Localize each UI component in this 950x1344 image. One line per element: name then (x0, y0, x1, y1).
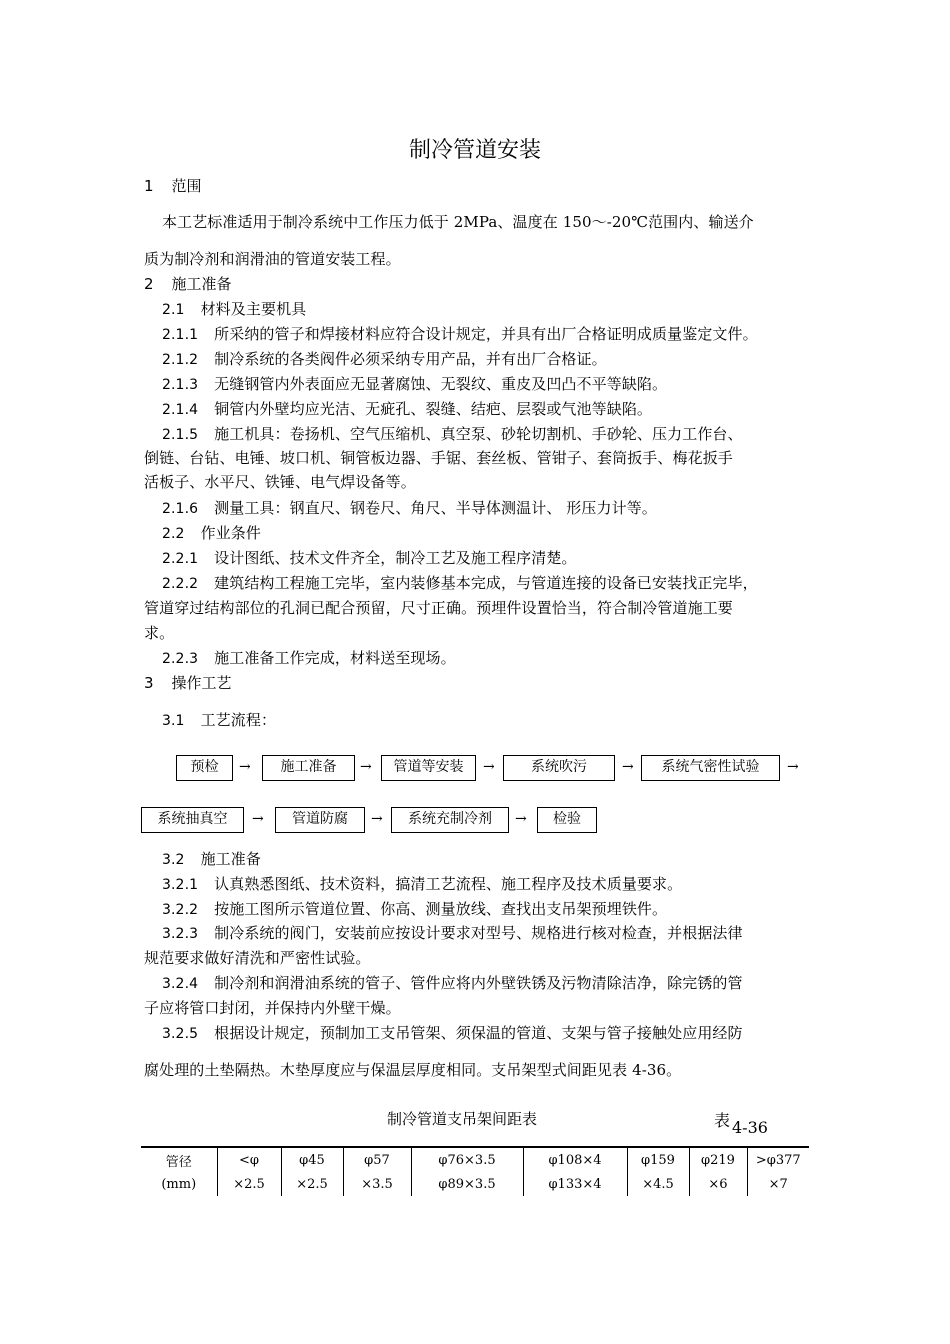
clause-text: 制冷系统的阀门，安装前应按设计要求对型号、规格进行核对检查，并根据法律 (214, 924, 743, 942)
clause-3-2 (162, 848, 261, 869)
paragraph-line: 本工艺标准适用于制冷系统中工作压力低于 2MPa、温度在 150～-20℃范围内、输送介 (162, 213, 754, 231)
section-2-heading (144, 273, 232, 294)
clause-number: 3.2.4 (162, 976, 199, 992)
clause-number: 2.2 (162, 526, 185, 542)
clause-text: 所采纳的管子和焊接材料应符合设计规定，并具有出厂合格证明成质量鉴定文件。 (214, 325, 758, 343)
paragraph-line: 规范要求做好清洗和严密性试验。 (144, 949, 371, 967)
table-row (141, 1147, 809, 1172)
clause-2-2-2 (162, 572, 758, 593)
table-cell: ×6 (689, 1172, 747, 1196)
flow-arrow: → (622, 759, 634, 775)
clause-text: 设计图纸、技术文件齐全，制冷工艺及施工程序清楚。 (214, 549, 577, 567)
flow-step-airtight-test: 系统气密性试验 (641, 755, 780, 781)
section-number: 1 (144, 177, 154, 195)
section-1-heading (144, 175, 202, 196)
table-label-number: 4-36 (732, 1118, 768, 1137)
clause-number: 2.1.4 (162, 402, 199, 418)
clause-2-2-1 (162, 547, 577, 568)
paragraph-line: 求。 (144, 624, 175, 642)
clause-text: 施工机具：卷扬机、空气压缩机、真空泵、砂轮切割机、手砂轮、压力工作台、 (214, 425, 743, 443)
table-cell: φ57 (343, 1147, 411, 1172)
clause-number: 3.1 (162, 713, 185, 729)
clause-text: 铜管内外壁均应光洁、无疵孔、裂缝、结疤、层裂或气池等缺陷。 (214, 400, 653, 418)
table-cell: φ89×3.5 (411, 1172, 523, 1196)
table-cell: ×2.5 (217, 1172, 281, 1196)
clause-3-2-3 (162, 922, 743, 943)
clause-text: 认真熟悉图纸、技术资料，搞清工艺流程、施工程序及技术质量要求。 (214, 875, 683, 893)
table-cell: ×2.5 (281, 1172, 343, 1196)
clause-text: 制冷系统的各类阀件必须采纳专用产品，并有出厂合格证。 (214, 350, 607, 368)
clause-number: 2.1 (162, 302, 185, 318)
flow-arrow: → (787, 759, 799, 775)
clause-number: 3.2.3 (162, 926, 199, 942)
table-cell: ×3.5 (343, 1172, 411, 1196)
table-cell: φ159 (627, 1147, 689, 1172)
flow-arrow: → (483, 759, 495, 775)
clause-text: 根据设计规定，预制加工支吊管架、须保温的管道、支架与管子接触处应用经防 (214, 1024, 743, 1042)
clause-3-2-5 (162, 1022, 743, 1043)
section-label: 施工准备 (171, 275, 232, 293)
clause-number: 2.2.1 (162, 551, 199, 567)
clause-number: 3.2 (162, 852, 185, 868)
section-number: 2 (144, 275, 154, 293)
flow-step-refrigerant-charge: 系统充制冷剂 (391, 807, 509, 833)
paragraph-line: 管道穿过结构部位的孔洞已配合预留，尺寸正确。预埋件设置恰当，符合制冷管道施工要 (144, 599, 733, 617)
clause-number: 2.2.3 (162, 651, 199, 667)
clause-text: 施工准备工作完成，材料送至现场。 (214, 649, 456, 667)
clause-text: 建筑结构工程施工完毕，室内装修基本完成，与管道连接的设备已安装找正完毕， (214, 574, 758, 592)
table-cell: <φ (217, 1147, 281, 1172)
clause-2-1-3 (162, 373, 667, 394)
section-label: 操作工艺 (171, 674, 232, 692)
clause-number: 2.1.2 (162, 352, 199, 368)
clause-number: 2.2.2 (162, 576, 199, 592)
table-cell: φ219 (689, 1147, 747, 1172)
flow-step-blowdown: 系统吹污 (503, 755, 615, 781)
flow-step-anticorrosion: 管道防腐 (275, 807, 365, 833)
table-cell: φ76×3.5 (411, 1147, 523, 1172)
clause-number: 3.2.1 (162, 877, 199, 893)
clause-2-1-1 (162, 323, 758, 344)
clause-number: 2.1.1 (162, 327, 199, 343)
flow-arrow: → (252, 811, 264, 827)
flow-step-preparation: 施工准备 (262, 755, 355, 781)
table-cell: >φ377 (747, 1147, 809, 1172)
clause-2-1-6 (162, 497, 657, 518)
section-3-heading (144, 672, 232, 693)
flow-step-precheck: 预检 (176, 755, 233, 781)
table-cell: 管径 (141, 1147, 217, 1172)
table-label-char: 表 (714, 1111, 731, 1130)
table-title: 制冷管道支吊架间距表 (387, 1110, 538, 1128)
clause-text: 施工准备 (200, 850, 261, 868)
clause-2-2-3 (162, 647, 456, 668)
table-cell: φ108×4 (523, 1147, 627, 1172)
clause-2-1 (162, 298, 306, 319)
section-label: 范围 (171, 177, 202, 195)
paragraph-line: 子应将管口封闭，并保持内外壁干燥。 (144, 999, 401, 1017)
table-cell: ×7 (747, 1172, 809, 1196)
flow-step-vacuum: 系统抽真空 (141, 807, 244, 833)
page-title: 制冷管道安装 (408, 138, 541, 163)
clause-3-1 (162, 709, 276, 730)
clause-2-1-2 (162, 348, 607, 369)
table-cell: (mm) (161, 1176, 197, 1192)
clause-number: 3.2.2 (162, 902, 199, 918)
section-number: 3 (144, 674, 154, 692)
table-row (141, 1172, 809, 1196)
clause-number: 2.1.6 (162, 501, 199, 517)
table-cell: φ45 (281, 1147, 343, 1172)
flow-arrow: → (239, 759, 251, 775)
clause-text: 按施工图所示管道位置、你高、测量放线、查找出支吊架预埋铁件。 (214, 900, 668, 918)
clause-2-1-5 (162, 423, 743, 444)
spacing-table (141, 1146, 809, 1196)
clause-number: 2.1.3 (162, 377, 199, 393)
paragraph-line: 倒链、台钻、电锤、坡口机、铜管板边器、手锯、套丝板、管钳子、套筒扳手、梅花扳手 (144, 449, 733, 467)
clause-text: 工艺流程： (200, 711, 277, 729)
flow-step-pipe-install: 管道等安装 (381, 755, 476, 781)
clause-2-2 (162, 522, 261, 543)
clause-text: 制冷剂和润滑油系统的管子、管件应将内外壁铁锈及污物清除洁净，除完锈的管 (214, 974, 743, 992)
flow-arrow: → (360, 759, 372, 775)
paragraph-line: 质为制冷剂和润滑油的管道安装工程。 (144, 250, 401, 268)
flow-step-inspection: 检验 (537, 807, 597, 833)
clause-text: 作业条件 (200, 524, 261, 542)
paragraph-line: 活板子、水平尺、铁锤、电气焊设备等。 (144, 473, 416, 491)
clause-2-1-4 (162, 398, 652, 419)
clause-number: 3.2.5 (162, 1026, 199, 1042)
clause-3-2-1 (162, 873, 682, 894)
clause-number: 2.1.5 (162, 427, 199, 443)
flow-arrow: → (371, 811, 383, 827)
clause-3-2-2 (162, 898, 667, 919)
clause-text: 测量工具：钢直尺、钢卷尺、角尺、半导体测温计、 形压力计等。 (214, 499, 657, 517)
paragraph-line: 腐处理的土垫隔热。木垫厚度应与保温层厚度相同。支吊架型式间距见表 4-36。 (144, 1061, 682, 1079)
table-cell: φ133×4 (523, 1172, 627, 1196)
clause-text: 无缝钢管内外表面应无显著腐蚀、无裂纹、重皮及凹凸不平等缺陷。 (214, 375, 668, 393)
clause-text: 材料及主要机具 (200, 300, 307, 318)
table-cell: ×4.5 (627, 1172, 689, 1196)
flow-arrow: → (515, 811, 527, 827)
clause-3-2-4 (162, 972, 743, 993)
